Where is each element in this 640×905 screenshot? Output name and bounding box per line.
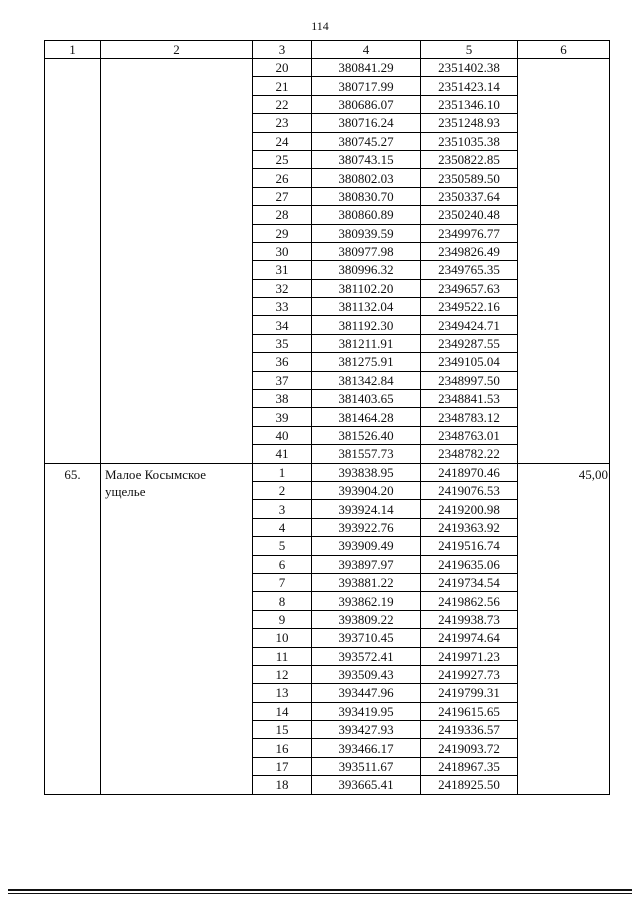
x-coordinate-cell: 393427.93 [312, 721, 421, 739]
y-coordinate-cell: 2418967.35 [421, 757, 518, 775]
point-number-cell: 32 [253, 279, 312, 297]
x-coordinate-cell: 380939.59 [312, 224, 421, 242]
x-coordinate-cell: 381403.65 [312, 390, 421, 408]
point-number-cell: 4 [253, 518, 312, 536]
x-coordinate-cell: 393897.97 [312, 555, 421, 573]
y-coordinate-cell: 2419615.65 [421, 702, 518, 720]
x-coordinate-cell: 380802.03 [312, 169, 421, 187]
x-coordinate-cell: 393509.43 [312, 665, 421, 683]
point-number-cell: 30 [253, 242, 312, 260]
y-coordinate-cell: 2419974.64 [421, 629, 518, 647]
y-coordinate-cell: 2419862.56 [421, 592, 518, 610]
point-number-cell: 12 [253, 665, 312, 683]
x-coordinate-cell: 380996.32 [312, 261, 421, 279]
y-coordinate-cell: 2351402.38 [421, 59, 518, 77]
y-coordinate-cell: 2418925.50 [421, 776, 518, 794]
column-header: 1 [45, 41, 101, 59]
x-coordinate-cell: 393710.45 [312, 629, 421, 647]
x-coordinate-cell: 393572.41 [312, 647, 421, 665]
x-coordinate-cell: 393922.76 [312, 518, 421, 536]
y-coordinate-cell: 2418970.46 [421, 463, 518, 481]
point-number-cell: 8 [253, 592, 312, 610]
point-number-cell: 21 [253, 77, 312, 95]
y-coordinate-cell: 2350589.50 [421, 169, 518, 187]
area-cell: 45,00 [518, 463, 610, 794]
table-row [45, 463, 610, 481]
x-coordinate-cell: 381211.91 [312, 334, 421, 352]
column-header: 3 [253, 41, 312, 59]
y-coordinate-cell: 2350337.64 [421, 187, 518, 205]
table-row [45, 59, 610, 77]
y-coordinate-cell: 2419363.92 [421, 518, 518, 536]
point-number-cell: 34 [253, 316, 312, 334]
point-number-cell: 18 [253, 776, 312, 794]
y-coordinate-cell: 2419734.54 [421, 573, 518, 591]
x-coordinate-cell: 381526.40 [312, 426, 421, 444]
object-number-cell: 65. [45, 463, 101, 794]
point-number-cell: 20 [253, 59, 312, 77]
point-number-cell: 13 [253, 684, 312, 702]
point-number-cell: 9 [253, 610, 312, 628]
y-coordinate-cell: 2350240.48 [421, 206, 518, 224]
coordinates-table [44, 40, 610, 795]
y-coordinate-cell: 2348782.22 [421, 445, 518, 463]
bottom-rule-thin [8, 893, 632, 894]
y-coordinate-cell: 2419971.23 [421, 647, 518, 665]
y-coordinate-cell: 2348783.12 [421, 408, 518, 426]
section-continued [45, 59, 610, 464]
y-coordinate-cell: 2349976.77 [421, 224, 518, 242]
x-coordinate-cell: 393447.96 [312, 684, 421, 702]
x-coordinate-cell: 381275.91 [312, 353, 421, 371]
x-coordinate-cell: 393881.22 [312, 573, 421, 591]
object-number-cell [45, 59, 101, 464]
y-coordinate-cell: 2349826.49 [421, 242, 518, 260]
y-coordinate-cell: 2349657.63 [421, 279, 518, 297]
point-number-cell: 39 [253, 408, 312, 426]
y-coordinate-cell: 2419076.53 [421, 481, 518, 499]
x-coordinate-cell: 380860.89 [312, 206, 421, 224]
column-header: 2 [101, 41, 253, 59]
point-number-cell: 26 [253, 169, 312, 187]
y-coordinate-cell: 2419927.73 [421, 665, 518, 683]
header-row [45, 41, 610, 59]
point-number-cell: 1 [253, 463, 312, 481]
x-coordinate-cell: 380745.27 [312, 132, 421, 150]
x-coordinate-cell: 381132.04 [312, 298, 421, 316]
point-number-cell: 17 [253, 757, 312, 775]
section-maloe-kosymskoe [45, 463, 610, 794]
y-coordinate-cell: 2419200.98 [421, 500, 518, 518]
x-coordinate-cell: 380686.07 [312, 95, 421, 113]
y-coordinate-cell: 2348763.01 [421, 426, 518, 444]
x-coordinate-cell: 381557.73 [312, 445, 421, 463]
y-coordinate-cell: 2351346.10 [421, 95, 518, 113]
bottom-rule [8, 889, 632, 891]
object-name-cell [101, 59, 253, 464]
point-number-cell: 35 [253, 334, 312, 352]
y-coordinate-cell: 2349522.16 [421, 298, 518, 316]
x-coordinate-cell: 393924.14 [312, 500, 421, 518]
x-coordinate-cell: 393862.19 [312, 592, 421, 610]
x-coordinate-cell: 393665.41 [312, 776, 421, 794]
point-number-cell: 28 [253, 206, 312, 224]
x-coordinate-cell: 393838.95 [312, 463, 421, 481]
point-number-cell: 16 [253, 739, 312, 757]
point-number-cell: 5 [253, 537, 312, 555]
x-coordinate-cell: 393419.95 [312, 702, 421, 720]
point-number-cell: 36 [253, 353, 312, 371]
x-coordinate-cell: 393466.17 [312, 739, 421, 757]
y-coordinate-cell: 2351035.38 [421, 132, 518, 150]
point-number-cell: 37 [253, 371, 312, 389]
column-header: 5 [421, 41, 518, 59]
area-cell [518, 59, 610, 464]
y-coordinate-cell: 2349424.71 [421, 316, 518, 334]
x-coordinate-cell: 381192.30 [312, 316, 421, 334]
x-coordinate-cell: 380841.29 [312, 59, 421, 77]
x-coordinate-cell: 380743.15 [312, 150, 421, 168]
point-number-cell: 33 [253, 298, 312, 316]
point-number-cell: 10 [253, 629, 312, 647]
point-number-cell: 24 [253, 132, 312, 150]
y-coordinate-cell: 2349105.04 [421, 353, 518, 371]
column-header: 4 [312, 41, 421, 59]
y-coordinate-cell: 2348997.50 [421, 371, 518, 389]
x-coordinate-cell: 381102.20 [312, 279, 421, 297]
x-coordinate-cell: 393909.49 [312, 537, 421, 555]
point-number-cell: 7 [253, 573, 312, 591]
point-number-cell: 3 [253, 500, 312, 518]
x-coordinate-cell: 381464.28 [312, 408, 421, 426]
point-number-cell: 22 [253, 95, 312, 113]
y-coordinate-cell: 2349765.35 [421, 261, 518, 279]
column-header: 6 [518, 41, 610, 59]
y-coordinate-cell: 2419093.72 [421, 739, 518, 757]
point-number-cell: 11 [253, 647, 312, 665]
point-number-cell: 38 [253, 390, 312, 408]
y-coordinate-cell: 2419799.31 [421, 684, 518, 702]
point-number-cell: 23 [253, 114, 312, 132]
x-coordinate-cell: 393511.67 [312, 757, 421, 775]
point-number-cell: 14 [253, 702, 312, 720]
x-coordinate-cell: 380717.99 [312, 77, 421, 95]
point-number-cell: 6 [253, 555, 312, 573]
point-number-cell: 2 [253, 481, 312, 499]
page-number: 114 [311, 19, 329, 33]
y-coordinate-cell: 2419336.57 [421, 721, 518, 739]
object-name-cell: Малое Косымское ущелье [101, 463, 253, 794]
y-coordinate-cell: 2350822.85 [421, 150, 518, 168]
y-coordinate-cell: 2351423.14 [421, 77, 518, 95]
point-number-cell: 40 [253, 426, 312, 444]
x-coordinate-cell: 380830.70 [312, 187, 421, 205]
point-number-cell: 15 [253, 721, 312, 739]
point-number-cell: 27 [253, 187, 312, 205]
x-coordinate-cell: 381342.84 [312, 371, 421, 389]
x-coordinate-cell: 393904.20 [312, 481, 421, 499]
y-coordinate-cell: 2419938.73 [421, 610, 518, 628]
x-coordinate-cell: 380716.24 [312, 114, 421, 132]
y-coordinate-cell: 2348841.53 [421, 390, 518, 408]
y-coordinate-cell: 2351248.93 [421, 114, 518, 132]
point-number-cell: 29 [253, 224, 312, 242]
point-number-cell: 31 [253, 261, 312, 279]
y-coordinate-cell: 2349287.55 [421, 334, 518, 352]
y-coordinate-cell: 2419516.74 [421, 537, 518, 555]
x-coordinate-cell: 380977.98 [312, 242, 421, 260]
point-number-cell: 25 [253, 150, 312, 168]
y-coordinate-cell: 2419635.06 [421, 555, 518, 573]
point-number-cell: 41 [253, 445, 312, 463]
x-coordinate-cell: 393809.22 [312, 610, 421, 628]
